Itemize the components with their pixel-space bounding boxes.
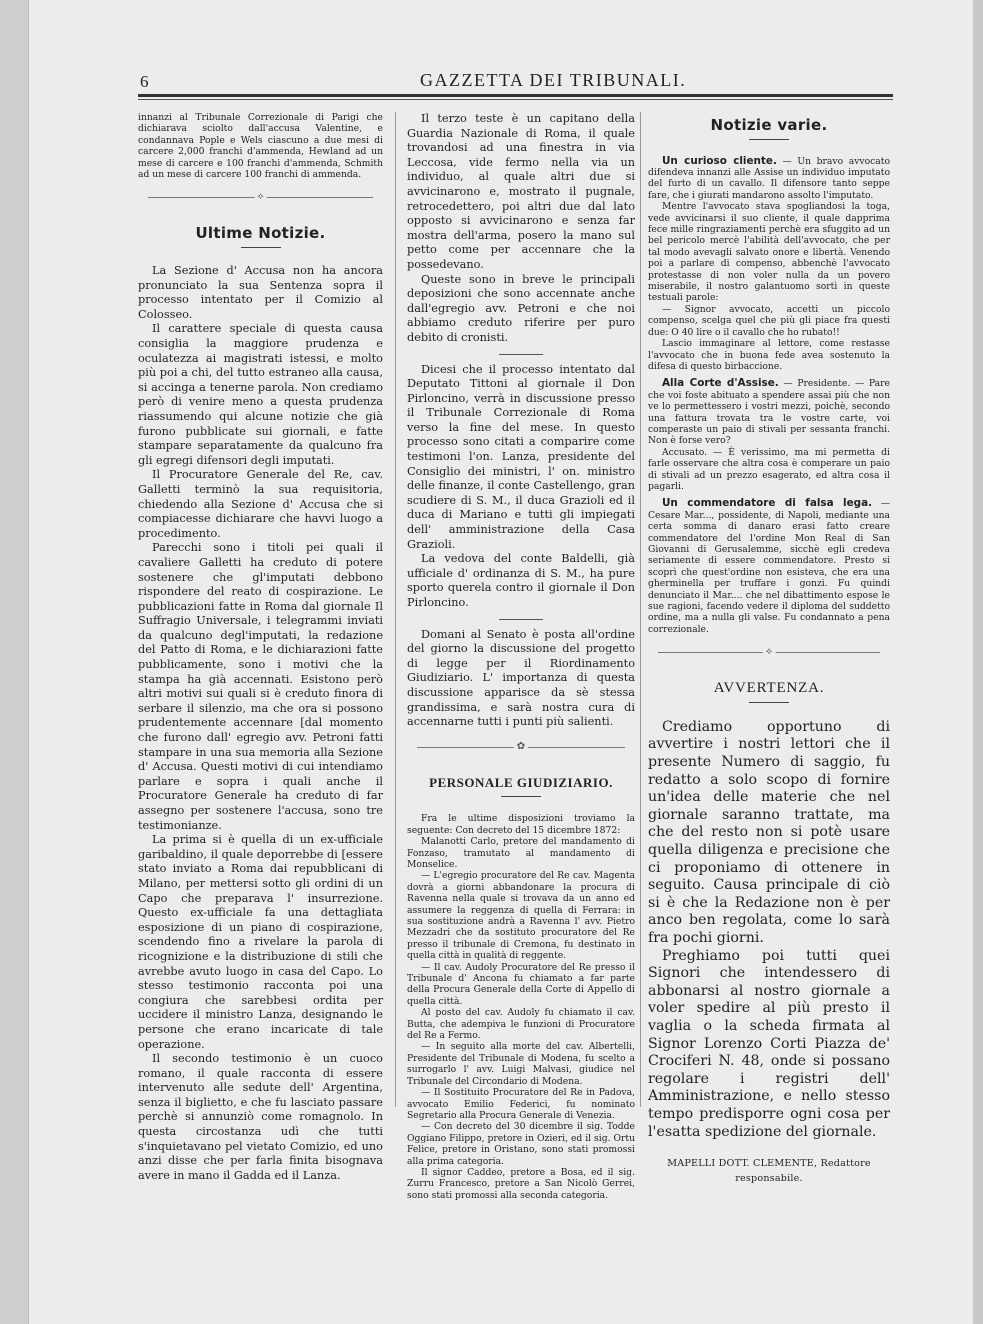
separator-rule	[499, 354, 543, 355]
article-paragraph: Dicesi che il processo intentato dal Deputato Tittoni al giornale il Don Pirloncino, verrà in discussione presso il Tribunale Correzionale di Roma verso la fine del mese. In questo processo sono citati a comparire come testimoni l'on. Lanza, presidente del Consiglio dei ministri, l' on. ministro delle finanze, il conte Castellengo, gran scudiere di S. M., il duca Grazioli ed il duca di Mariano e tutti gli impiegati dell' amministrazione della Casa Grazioli.	[407, 362, 635, 551]
ornament-divider: ✿	[407, 740, 635, 754]
article-paragraph: Il Procuratore Generale del Re, cav. Galletti terminò la sua requisitoria, chiedendo alla Sezione d' Accusa che si compiacesse dichiarare che havvi luogo a procedimento.	[138, 468, 383, 540]
binding-edge	[0, 0, 29, 1324]
article-paragraph: Domani al Senato è posta all'ordine del giorno la discussione del progetto di legge per il Riordinamento Giudiziario. L' importanza di questa discussione apparisce da sè stessa grandissima, e sarà nostra cura di accennarne tutti i punti più salienti.	[407, 627, 635, 729]
news-item	[648, 304, 890, 338]
ornament-divider: ⟡	[138, 190, 383, 204]
news-item-title: Un commendatore di falsa lega.	[662, 497, 873, 510]
column-divider	[395, 112, 396, 1107]
news-item-text: — Signor avvocato, accetti un piccolo compenso, scelga quel che più gli piace fra questi due: O 40 lire o il cavallo che ho rubato!!	[648, 303, 890, 338]
news-item	[648, 338, 890, 372]
article-paragraph: Malanotti Carlo, pretore del mandamento di Fonzaso, tramutato al mandamento di Monselice.	[407, 836, 635, 870]
news-item-title: Alla Corte d'Assise.	[662, 377, 779, 390]
article-paragraph: — Il Sostituito Procuratore del Re in Padova, avvocato Emilio Federici, fu nominato Segretario alla Procura Generale di Venezia.	[407, 1087, 635, 1121]
news-item	[648, 378, 890, 446]
page-edge	[973, 0, 983, 1324]
news-item-text: Mentre l'avvocato stava spogliandosi la toga, vede avvicinarsi il suo cliente, il quale dapprima fece mille ringraziamenti perchè era sfuggito ad un bel pericolo mercè l'abilità dell'avvocato, che per tal modo avevagli salvato onore e libertà. Venendo poi a parlare di compenso, abbenchè l'avvocato protestasse di non voler nulla da un povero miserabile, il nostro galantuomo sortì in queste testuali parole:	[648, 201, 890, 304]
news-item	[648, 498, 890, 635]
notice-heading: AVVERTENZA.	[713, 680, 825, 697]
notice-paragraph: Preghiamo poi tutti quei Signori che intendessero di abbonarsi al nostro giornale a voler spedire al più presto il vaglia o la scheda firmata al Signor Lorenzo Corti Piazza de' Crociferi N. 48, onde si possano regolare i registri dell' Amministrazione, e nello stesso tempo predisporre ogni cosa per l'esatta spedizione del giornale.	[648, 947, 890, 1140]
news-item-text: Accusato. — È verissimo, ma mi permetta di farle osservare che altra cosa è comperare un paio di stivali ad un prezzo esagerato, ed altra cosa il pagarli.	[648, 446, 890, 492]
header-rule	[138, 94, 893, 97]
column-divider	[640, 112, 641, 1107]
ornament-divider: ⟡	[648, 645, 890, 659]
news-item	[648, 156, 890, 202]
heading-rule	[241, 247, 281, 248]
section-heading: Ultime Notizie.	[195, 224, 326, 243]
news-item-title: Un curioso cliente.	[662, 154, 777, 167]
article-paragraph: Parecchi sono i titoli pei quali il cavaliere Galletti ha creduto di potere sostenere che gl'imputati debbono rispondere del reato di cospirazione. Le pubblicazioni fatte in Roma dal giornale Il Suffragio Universale, i telegrammi inviati da qualcuno degl'imputati, la redazione del Patto di Roma, e le dichiarazioni fatte pubblicamente, sono i motivi che la stampa ha già accennati. Esistono però altri motivi sui quali si è creduto finora di serbare il silenzio, ma che ora si possono prudentemente accennare [dal momento che furono dall' egregio avv. Petroni fatti stampare in una sua memoria alla Sezione d' Accusa. Questi motivi di cui intendiamo parlare e sopra i quali anche il Procuratore Generale ha creduto di far assegno per sostenere l'accusa, sono tre testimonianze.	[138, 541, 383, 832]
news-item	[648, 201, 890, 304]
article-paragraph: Il signor Caddeo, pretore a Bosa, ed il sig. Zurru Francesco, pretore a San Nicolò Gerrei, sono stati promossi alla seconda categoria.	[407, 1166, 635, 1201]
article-paragraph: La vedova del conte Baldelli, già ufficiale d' ordinanza di S. M., ha pure sporto querela contro il giornale il Don Pirloncino.	[407, 552, 635, 609]
article-paragraph: — Con decreto del 30 dicembre il sig. Todde Oggiano Filippo, pretore in Ozieri, ed il sig. Ortu Felice, pretore in Oristano, sono stati promossi alla prima categoria.	[407, 1121, 635, 1167]
article-paragraph: Il terzo teste è un capitano della Guardia Nazionale di Roma, il quale trovandosi ad una finestra in via Leccosa, vide fermo nella via un individuo, al quale altri due si avvicinarono e, mostrato il pugnale, retrocedettero, poi altri due dal lato opposto si avvicinarono e senza far mostra dell'arma, posero la mano sul petto come per accennare che la possedevano.	[407, 112, 635, 271]
page-number: 6	[140, 72, 149, 91]
article-paragraph: La Sezione d' Accusa non ha ancora pronunciato la sua Sentenza sopra il processo intentato per il Comizio al Colosseo.	[138, 264, 383, 321]
section-heading: Notizie varie.	[710, 116, 828, 134]
column-1	[138, 112, 383, 1183]
news-item-text: — Cesare Mar..., possidente, di Napoli, mediante una certa somma di danaro erasi fatto creare commendatore del l'ordine Mon Real di San Giovanni di Gerusalemme, sicchè egli credeva seriamente di essere commendatore. Presto si scoprì che quest'ordine non esisteva, che era una gherminella per truffare i gonzi. Fu quindi denunciato il Mar.... che nel dibattimento espose le sue ragioni, facendo vedere il diploma del suddetto ordine, ma a nulla gli valse. Fu condannato a pena correzionale.	[648, 498, 890, 635]
article-paragraph: Queste sono in breve le principali deposizioni che sono accennate anche dall'egregio avv. Petroni e che noi abbiamo creduto riferire per puro debito di cronisti.	[407, 272, 635, 344]
news-item-text: — Un bravo avvocato difendeva innanzi alle Assise un individuo imputato del furto di un cavallo. Il difensore tanto seppe fare, che i giurati mandarono assolto l'imputato.	[648, 155, 890, 201]
running-title: GAZZETTA DEI TRIBUNALI.	[420, 70, 687, 90]
heading-rule	[749, 702, 789, 703]
article-paragraph: — Il cav. Audoly Procuratore del Re presso il Tribunale d' Ancona fu chiamato a far parte della Procura Generale della Corte di Appello di quella città.	[407, 961, 635, 1007]
header-rule-thin	[138, 99, 893, 100]
column-3	[648, 112, 890, 1186]
notice-paragraph: Crediamo opportuno di avvertire i nostri lettori che il presente Numero di saggio, fu redatto a solo scopo di fornire un'idea delle materie che nel giornale saranno trattate, ma che del resto non si potè usare quella diligenza e precisione che ci proponiamo di ottenere in seguito. Causa principale di ciò si è che la Redazione non è per anco ben regolata, come lo sarà fra pochi giorni.	[648, 718, 890, 946]
article-paragraph: Al posto del cav. Audoly fu chiamato il cav. Butta, che adempiva le funzioni di Procuratore del Re a Fermo.	[407, 1007, 635, 1042]
heading-rule	[501, 796, 541, 797]
news-item-text: Lascio immaginare al lettore, come restasse l'avvocato che in buona fede avea sostenuto la difesa di questo birbaccione.	[648, 338, 890, 372]
article-paragraph: Il carattere speciale di questa causa consiglia la maggiore prudenza e oculatezza ai magistrati istessi, e molto più poi a chi, del tutto estraneo alla causa, si accinga a tenerne parola. Non crediamo però di venire meno a questa prudenza riassumendo qui alcune notizie che già furono pubblicate sui giornali, e fatte stampare separatamente da qualcuno fra gli egregi difensori degli imputati.	[138, 322, 383, 467]
article-paragraph: — In seguito alla morte del cav. Albertelli, Presidente del Tribunale di Modena, fu scelto a surrogarlo l' avv. Luigi Malvasi, giudice nel Tribunale del Circondario di Modena.	[407, 1041, 635, 1087]
column-2	[407, 112, 635, 1201]
separator-rule	[499, 619, 543, 620]
article-paragraph: Fra le ultime disposizioni troviamo la seguente: Con decreto del 15 dicembre 1872:	[407, 813, 635, 836]
news-item-text: — Presidente. — Pare che voi foste abituato a spendere assai più che non ve lo permettessero i vostri mezzi, poichè, secondo una fattura trovata tra le vostre carte, voi comperaste un paio di stivali per sessanta franchi. Non è forse vero?	[648, 378, 890, 447]
section-heading: PERSONALE GIUDIZIARIO.	[429, 774, 613, 790]
editor-signature: MAPELLI DOTT. CLEMENTE, Redattore responsabile.	[667, 1158, 871, 1184]
news-item	[648, 447, 890, 493]
article-paragraph: — L'egregio procuratore del Re cav. Magenta dovrà a giorni abbandonare la procura di Ravenna nella quale si trovava da un anno ed assumere la reggenza di quella di Ferrara: in sua sostituzione andrà a Ravenna l' avv. Pietro Mezzadri che da sostituto procuratore del Re presso il tribunale di Cremona, fu destinato in quella città in qualità di reggente.	[407, 870, 635, 962]
article-paragraph: La prima si è quella di un ex-ufficiale garibaldino, il quale deporrebbe di [essere stato inviato a Roma dai repubblicani di Milano, per mettersi sotto gli ordini di un Capo che preparava l' insurrezione. Questo ex-ufficiale fa una dettagliata esposizione di un piano di cospirazione, scendendo fino a rivelare la parola di ricognizione e la distribuzione di stili che avrebbe avuto luogo in casa del Capo. Lo stesso testimonio racconta poi una congiura che sarebbesi ordita per uccidere il ministro Lanza, designando le persone che erano incaricate di tale operazione.	[138, 833, 383, 1051]
article-paragraph: innanzi al Tribunale Correzionale di Parigi che dichiarava sciolto dall'accusa Valentine, e condannava Pople e Wels ciascuno a due mesi di carcere 2,000 franchi d'ammenda, Hewland ad un mese di carcere e 100 franchi d'ammenda, Schmith ad un mese di carcere 100 franchi di ammenda.	[138, 112, 383, 181]
heading-rule	[749, 139, 789, 140]
article-paragraph: Il secondo testimonio è un cuoco romano, il quale racconta di essere intervenuto alle sedute dell' Argentina, senza il biglietto, e che fu lasciato passare perchè si annunziò come romagnolo. In questa circostanza udì che tutti s'inquietavano pel vietato Comizio, ed uno anzi disse che per farla finita bisognava avere in mano il Gadda ed il Lanza.	[138, 1052, 383, 1182]
